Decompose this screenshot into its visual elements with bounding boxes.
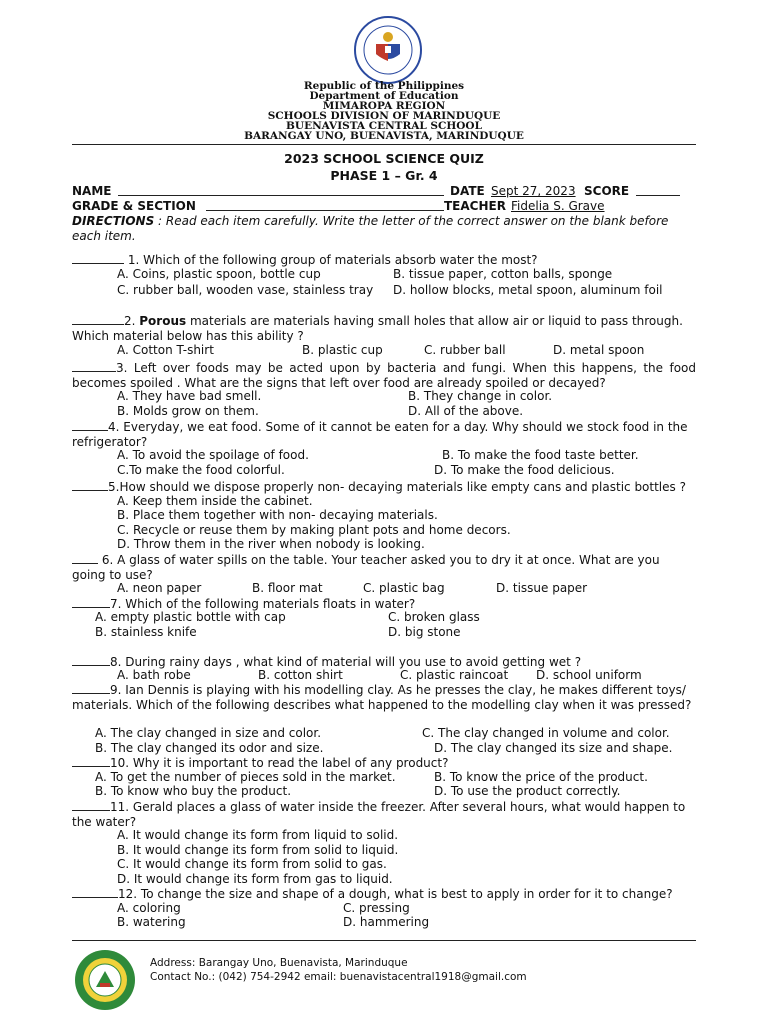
answer-blank-10[interactable] — [72, 755, 110, 767]
q5-option-b: B. Place them together with non- decaying materials. — [117, 508, 438, 522]
question-2: 2. Porous materials are materials having small holes that allow air or liquid to pass through. Which material below has this ability ? — [72, 314, 683, 343]
q1-option-b: B. tissue paper, cotton balls, sponge — [393, 267, 613, 281]
q2-option-b: B. plastic cup — [302, 343, 383, 357]
header-line-division: SCHOOLS DIVISION OF MARINDUQUE — [267, 110, 501, 122]
date-label: DATE — [450, 184, 485, 198]
header-divider — [72, 144, 696, 145]
q10-option-b: B. To know the price of the product. — [434, 770, 648, 784]
q3-option-b: B. They change in color. — [408, 389, 553, 403]
q2-option-c: C. rubber ball — [424, 343, 506, 357]
q2-option-d: D. metal spoon — [553, 343, 645, 357]
q10-option-a: A. To get the number of pieces sold in the market. — [95, 770, 396, 784]
question-4: 4. Everyday, we eat food. Some of it cannot be eaten for a day. Why should we stock food in the refrigerator? — [72, 420, 688, 449]
grade-section-label: GRADE & SECTION — [72, 199, 196, 213]
q7-option-c: C. broken glass — [388, 610, 480, 624]
name-blank[interactable] — [118, 184, 444, 196]
footer-address: Address: Barangay Uno, Buenavista, Marinduque — [150, 957, 408, 969]
q12-option-a: A. coloring — [117, 901, 181, 915]
header-line-address: BARANGAY UNO, BUENAVISTA, MARINDUQUE — [244, 130, 524, 142]
q8-option-d: D. school uniform — [536, 668, 642, 682]
q5-option-d: D. Throw them in the river when nobody is looking. — [117, 537, 425, 551]
question-6: 6. A glass of water spills on the table. Your teacher asked you to dry it at once. What are you going to use? — [72, 553, 660, 582]
teacher-label: TEACHER — [444, 199, 506, 213]
answer-blank-4[interactable] — [72, 419, 108, 431]
q1-option-d: D. hollow blocks, metal spoon, aluminum foil — [393, 283, 663, 297]
q9-option-b: B. The clay changed its odor and size. — [95, 741, 324, 755]
q6-option-a: A. neon paper — [117, 581, 202, 595]
answer-blank-3[interactable] — [72, 360, 116, 372]
q9-option-a: A. The clay changed in size and color. — [95, 726, 322, 740]
score-blank[interactable] — [636, 184, 680, 196]
answer-blank-12[interactable] — [72, 886, 118, 898]
header-line-school: BUENAVISTA CENTRAL SCHOOL — [286, 120, 482, 132]
question-9: 9. Ian Dennis is playing with his modelling clay. As he presses the clay, he makes different toys/ materials. Which of the following describes what happened to the modelling clay when it was pressed? — [72, 683, 692, 712]
answer-blank-9[interactable] — [72, 682, 110, 694]
answer-blank-5[interactable] — [72, 479, 108, 491]
question-12: 12. To change the size and shape of a dough, what is best to apply in order for it to change? — [72, 886, 696, 902]
q8-option-c: C. plastic raincoat — [400, 668, 509, 682]
q4-option-b: B. To make the food taste better. — [442, 448, 639, 462]
q12-option-d: D. hammering — [343, 915, 430, 929]
q4-option-c: C.To make the food colorful. — [117, 463, 285, 477]
answer-blank-6[interactable] — [72, 552, 98, 564]
q4-option-a: A. To avoid the spoilage of food. — [117, 448, 309, 462]
q7-option-b: B. stainless knife — [95, 625, 197, 639]
header-line-republic: Republic of the Philippines — [303, 80, 465, 92]
q9-option-d: D. The clay changed its size and shape. — [434, 741, 673, 755]
answer-blank-1[interactable] — [72, 252, 124, 264]
q11-option-a: A. It would change its form from liquid to solid. — [117, 828, 399, 842]
question-10: 10. Why it is important to read the label of any product? — [72, 755, 696, 771]
q12-option-b: B. watering — [117, 915, 186, 929]
q7-option-a: A. empty plastic bottle with cap — [95, 610, 286, 624]
q6-option-b: B. floor mat — [252, 581, 323, 595]
footer-divider — [72, 940, 696, 941]
answer-blank-11[interactable] — [72, 799, 110, 811]
directions-text: : Read each item carefully. Write the letter of the correct answer on the blank before each item. — [72, 214, 669, 243]
directions-label: DIRECTIONS — [72, 214, 155, 228]
question-8: 8. During rainy days , what kind of material will you use to avoid getting wet ? — [72, 654, 696, 670]
q10-option-c: B. To know who buy the product. — [95, 784, 292, 798]
q1-option-a: A. Coins, plastic spoon, bottle cup — [117, 267, 321, 281]
question-11: 11. Gerald places a glass of water inside the freezer. After several hours, what would happen to the water? — [72, 800, 686, 829]
q4-option-d: D. To make the food delicious. — [434, 463, 615, 477]
q10-option-d: D. To use the product correctly. — [434, 784, 621, 798]
q8-option-b: B. cotton shirt — [258, 668, 343, 682]
teacher-value: Fidelia S. Grave — [511, 199, 605, 213]
q6-option-d: D. tissue paper — [496, 581, 588, 595]
q1-option-c: C. rubber ball, wooden vase, stainless tray — [117, 283, 374, 297]
date-value: Sept 27, 2023 — [491, 184, 576, 198]
question-3: 3. Left over foods may be acted upon by bacteria and fungi. When this happens, the food becomes spoiled . What are the signs that left over food are already spoiled or decayed? — [72, 361, 696, 390]
q2-option-a: A. Cotton T-shirt — [117, 343, 214, 357]
q5-option-c: C. Recycle or reuse them by making plant pots and home decors. — [117, 523, 511, 537]
header-line-region: MIMAROPA REGION — [322, 100, 446, 112]
grade-section-blank[interactable] — [206, 199, 444, 211]
q11-option-b: B. It would change its form from solid to liquid. — [117, 843, 399, 857]
q11-option-c: C. It would change its form from solid to gas. — [117, 857, 387, 871]
header-line-deped: Department of Education — [309, 90, 459, 102]
q11-option-d: D. It would change its form from gas to liquid. — [117, 872, 393, 886]
q8-option-a: A. bath robe — [117, 668, 191, 682]
score-label: SCORE — [584, 184, 630, 198]
q6-option-c: C. plastic bag — [363, 581, 445, 595]
q5-option-a: A. Keep them inside the cabinet. — [117, 494, 313, 508]
q12-option-c: C. pressing — [343, 901, 410, 915]
q7-option-d: D. big stone — [388, 625, 461, 639]
quiz-phase: PHASE 1 – Gr. 4 — [330, 168, 438, 183]
quiz-title: 2023 SCHOOL SCIENCE QUIZ — [284, 151, 484, 166]
directions — [72, 214, 696, 243]
question-5: 5.How should we dispose properly non- decaying materials like empty cans and plastic bottles ? — [72, 479, 696, 495]
school-logo-icon — [74, 949, 136, 1011]
question-1: 1. Which of the following group of materials absorb water the most? — [72, 252, 696, 268]
footer-contact: Contact No.: (042) 754-2942 email: buenavistacentral1918@gmail.com — [150, 971, 527, 983]
question-7: 7. Which of the following materials floats in water? — [72, 596, 696, 612]
q3-option-c: B. Molds grow on them. — [117, 404, 259, 418]
q3-option-a: A. They have bad smell. — [117, 389, 262, 403]
answer-blank-7[interactable] — [72, 596, 110, 608]
answer-blank-2[interactable] — [72, 313, 124, 325]
q3-option-d: D. All of the above. — [408, 404, 524, 418]
deped-seal-icon — [354, 16, 422, 84]
name-label: NAME — [72, 184, 112, 198]
q9-option-c: C. The clay changed in volume and color. — [422, 726, 670, 740]
answer-blank-8[interactable] — [72, 654, 110, 666]
